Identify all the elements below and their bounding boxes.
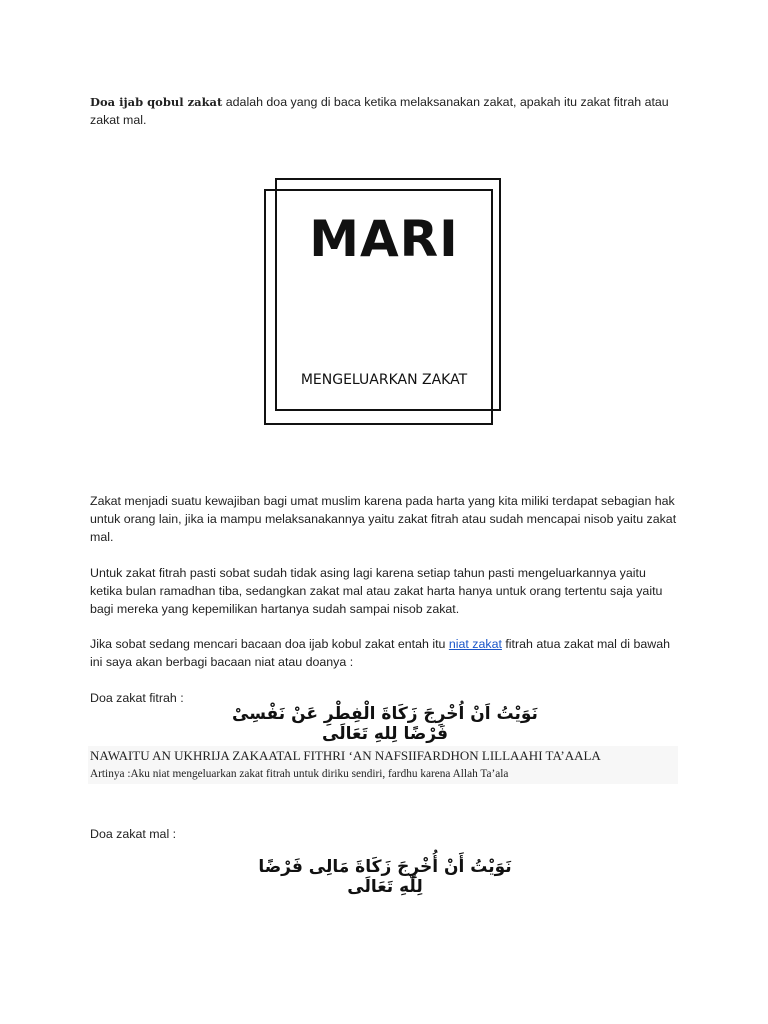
paragraph-zakat-fitrah: Untuk zakat fitrah pasti sobat sudah tidak asing lagi karena setiap tahun pasti mengeluarkannya yaitu ketika bulan ramadhan tiba, sedangkan zakat mal atau zakat harta hanya untuk orang tertentu saja yaitu bagi mereka yang kepemilikan hartanya sudah sampai nisob zakat. xyxy=(90,566,663,616)
doa-mal-arabic: نَوَيْتُ أَنْ أُخْرِجَ زَكَاةَ مَالِى فَرْضًا لِلّٰهِ تَعَالَى xyxy=(258,857,512,897)
doa-fitrah-label: Doa zakat fitrah : xyxy=(90,691,184,705)
doa-mal-label: Doa zakat mal : xyxy=(90,827,177,841)
zakat-logo-image xyxy=(264,178,504,426)
paragraph-zakat-obligation: Zakat menjadi suatu kewajiban bagi umat muslim karena pada harta yang kita miliki terdapat sebagian hak untuk orang lain, jika ia mampu melaksanakannya yaitu zakat fitrah atau sudah mencapai nisob yaitu zakat mal. xyxy=(90,494,677,544)
logo-subtitle: MENGELUARKAN ZAKAT xyxy=(300,372,468,388)
doa-fitrah-arabic: نَوَيْتُ اَنْ اُخْرِجَ زَكَاةَ الْفِطْرِ عَنْ نَفْسِىْ فَرْضًا لِلهِ تَعَالَى xyxy=(232,704,538,744)
intro-text: adalah doa yang di baca ketika melaksanakan zakat, apakah itu zakat fitrah atau zakat mal. xyxy=(90,95,669,127)
intro-bold-term: Doa ijab qobul zakat xyxy=(90,95,223,109)
logo-title: MARI xyxy=(309,210,459,268)
intro-paragraph xyxy=(90,94,680,130)
niat-zakat-link[interactable]: niat zakat xyxy=(448,637,502,651)
doa-fitrah-transliteration: NAWAITU AN UKHRIJA ZAKAATAL FITHRI ‘AN NAFSIIFARDHON LILLAAHI TA’AALA xyxy=(90,748,601,763)
paragraph-intro-text-after: fitrah atua zakat mal di bawah ini saya akan berbagi bacaan niat atau doanya : xyxy=(90,637,670,669)
paragraph-intro-text: Jika sobat sedang mencari bacaan doa ijab kobul zakat entah itu xyxy=(90,637,449,651)
paragraph-intro-doa xyxy=(90,636,680,672)
doa-fitrah-meaning: Artinya :Aku niat mengeluarkan zakat fitrah untuk diriku sendiri, fardhu karena Allah Ta’ala xyxy=(90,768,509,780)
